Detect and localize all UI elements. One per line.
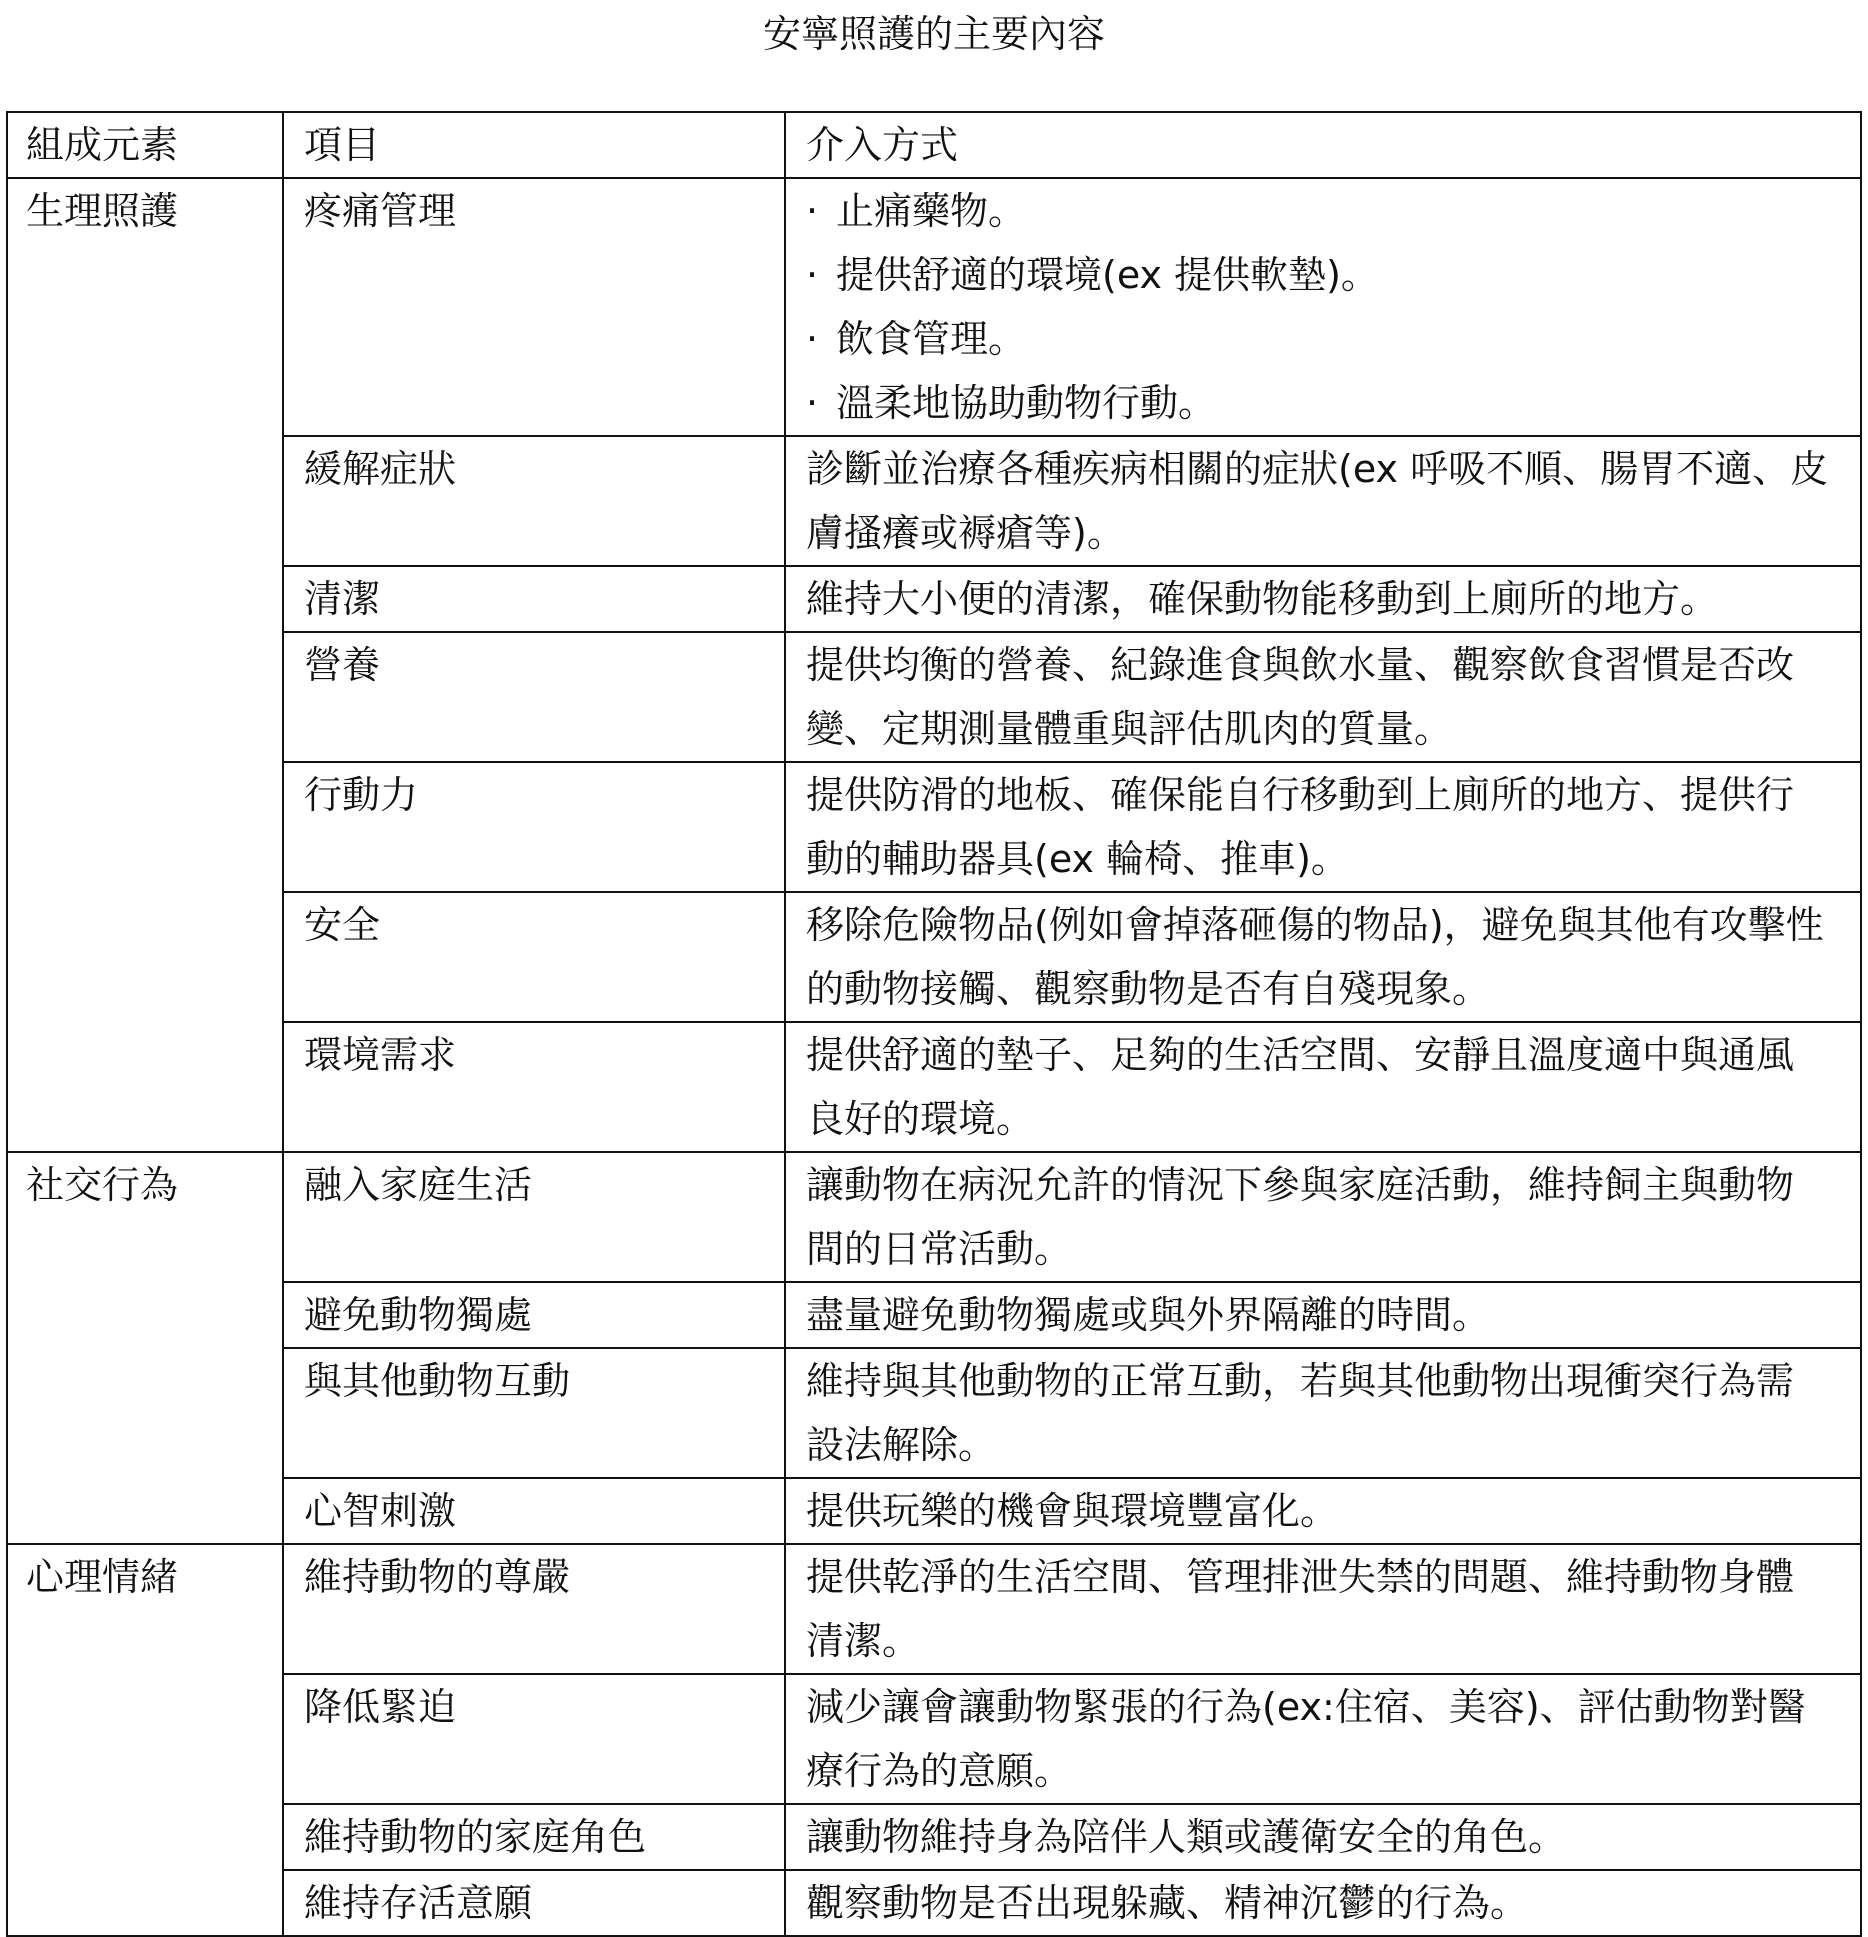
method-cell: 維持大小便的清潔，確保動物能移動到上廁所的地方。 xyxy=(785,566,1861,632)
bullet-item xyxy=(806,179,1830,243)
header-component: 組成元素 xyxy=(7,112,283,178)
item-cell: 環境需求 xyxy=(283,1022,785,1152)
method-cell: 診斷並治療各種疾病相關的症狀(ex 呼吸不順、腸胃不適、皮膚搔癢或褥瘡等)。 xyxy=(785,436,1861,566)
table-row xyxy=(7,1478,1861,1544)
component-cell: 生理照護 xyxy=(7,178,283,436)
bullet-item xyxy=(806,243,1830,307)
method-cell: 提供乾淨的生活空間、管理排泄失禁的問題、維持動物身體清潔。 xyxy=(785,1544,1861,1674)
method-cell: 讓動物維持身為陪伴人類或護衛安全的角色。 xyxy=(785,1804,1861,1870)
component-cell xyxy=(7,436,283,566)
component-cell xyxy=(7,762,283,892)
table-row xyxy=(7,436,1861,566)
method-cell: 提供玩樂的機會與環境豐富化。 xyxy=(785,1478,1861,1544)
method-cell: 減少讓會讓動物緊張的行為(ex:住宿、美容)、評估動物對醫療行為的意願。 xyxy=(785,1674,1861,1804)
method-cell: 盡量避免動物獨處或與外界隔離的時間。 xyxy=(785,1282,1861,1348)
table-row xyxy=(7,1870,1861,1936)
bullet-item xyxy=(806,371,1830,435)
item-cell: 清潔 xyxy=(283,566,785,632)
item-cell: 維持動物的家庭角色 xyxy=(283,1804,785,1870)
table-row xyxy=(7,1152,1861,1282)
bullet-dot-icon: · xyxy=(806,189,819,233)
method-cell: 移除危險物品(例如會掉落砸傷的物品)，避免與其他有攻擊性的動物接觸、觀察動物是否有自殘現象。 xyxy=(785,892,1861,1022)
bullet-text: 飲食管理。 xyxy=(836,317,1027,361)
component-cell xyxy=(7,632,283,762)
table-row xyxy=(7,1282,1861,1348)
component-cell xyxy=(7,1478,283,1544)
header-item: 項目 xyxy=(283,112,785,178)
item-cell: 緩解症狀 xyxy=(283,436,785,566)
component-cell xyxy=(7,1804,283,1870)
bullet-dot-icon: · xyxy=(806,253,819,297)
page-title: 安寧照護的主要內容 xyxy=(762,12,1105,56)
table-row xyxy=(7,1348,1861,1478)
header-method: 介入方式 xyxy=(785,112,1861,178)
table-row xyxy=(7,1804,1861,1870)
bullet-text: 提供舒適的環境(ex 提供軟墊)。 xyxy=(836,253,1379,297)
bullet-dot-icon: · xyxy=(806,317,819,361)
item-cell: 行動力 xyxy=(283,762,785,892)
table-row xyxy=(7,762,1861,892)
item-cell: 安全 xyxy=(283,892,785,1022)
table-header-row xyxy=(7,112,1861,178)
component-cell: 心理情緒 xyxy=(7,1544,283,1674)
item-cell: 營養 xyxy=(283,632,785,762)
bullet-text: 溫柔地協助動物行動。 xyxy=(836,381,1217,425)
table-row xyxy=(7,892,1861,1022)
component-cell: 社交行為 xyxy=(7,1152,283,1282)
method-cell xyxy=(785,178,1861,436)
table-row xyxy=(7,1022,1861,1152)
item-cell: 疼痛管理 xyxy=(283,178,785,436)
bullet-dot-icon: · xyxy=(806,381,819,425)
table-row xyxy=(7,1544,1861,1674)
method-cell: 提供均衡的營養、紀錄進食與飲水量、觀察飲食習慣是否改變、定期測量體重與評估肌肉的質量。 xyxy=(785,632,1861,762)
bullet-item xyxy=(806,307,1830,371)
bullet-text: 止痛藥物。 xyxy=(836,189,1027,233)
component-cell xyxy=(7,1022,283,1152)
table-body xyxy=(7,178,1861,1936)
item-cell: 降低緊迫 xyxy=(283,1674,785,1804)
component-cell xyxy=(7,892,283,1022)
item-cell: 避免動物獨處 xyxy=(283,1282,785,1348)
method-cell: 讓動物在病況允許的情況下參與家庭活動，維持飼主與動物間的日常活動。 xyxy=(785,1152,1861,1282)
item-cell: 融入家庭生活 xyxy=(283,1152,785,1282)
item-cell: 與其他動物互動 xyxy=(283,1348,785,1478)
table-row xyxy=(7,566,1861,632)
component-cell xyxy=(7,1674,283,1804)
method-cell: 觀察動物是否出現躲藏、精神沉鬱的行為。 xyxy=(785,1870,1861,1936)
care-content-table xyxy=(6,111,1862,1937)
component-cell xyxy=(7,1870,283,1936)
table-row xyxy=(7,1674,1861,1804)
method-cell: 提供舒適的墊子、足夠的生活空間、安靜且溫度適中與通風良好的環境。 xyxy=(785,1022,1861,1152)
method-cell: 提供防滑的地板、確保能自行移動到上廁所的地方、提供行動的輔助器具(ex 輪椅、推車)。 xyxy=(785,762,1861,892)
method-cell: 維持與其他動物的正常互動，若與其他動物出現衝突行為需設法解除。 xyxy=(785,1348,1861,1478)
component-cell xyxy=(7,1348,283,1478)
table-row xyxy=(7,632,1861,762)
component-cell xyxy=(7,566,283,632)
item-cell: 維持動物的尊嚴 xyxy=(283,1544,785,1674)
item-cell: 心智刺激 xyxy=(283,1478,785,1544)
component-cell xyxy=(7,1282,283,1348)
item-cell: 維持存活意願 xyxy=(283,1870,785,1936)
table-row xyxy=(7,178,1861,436)
